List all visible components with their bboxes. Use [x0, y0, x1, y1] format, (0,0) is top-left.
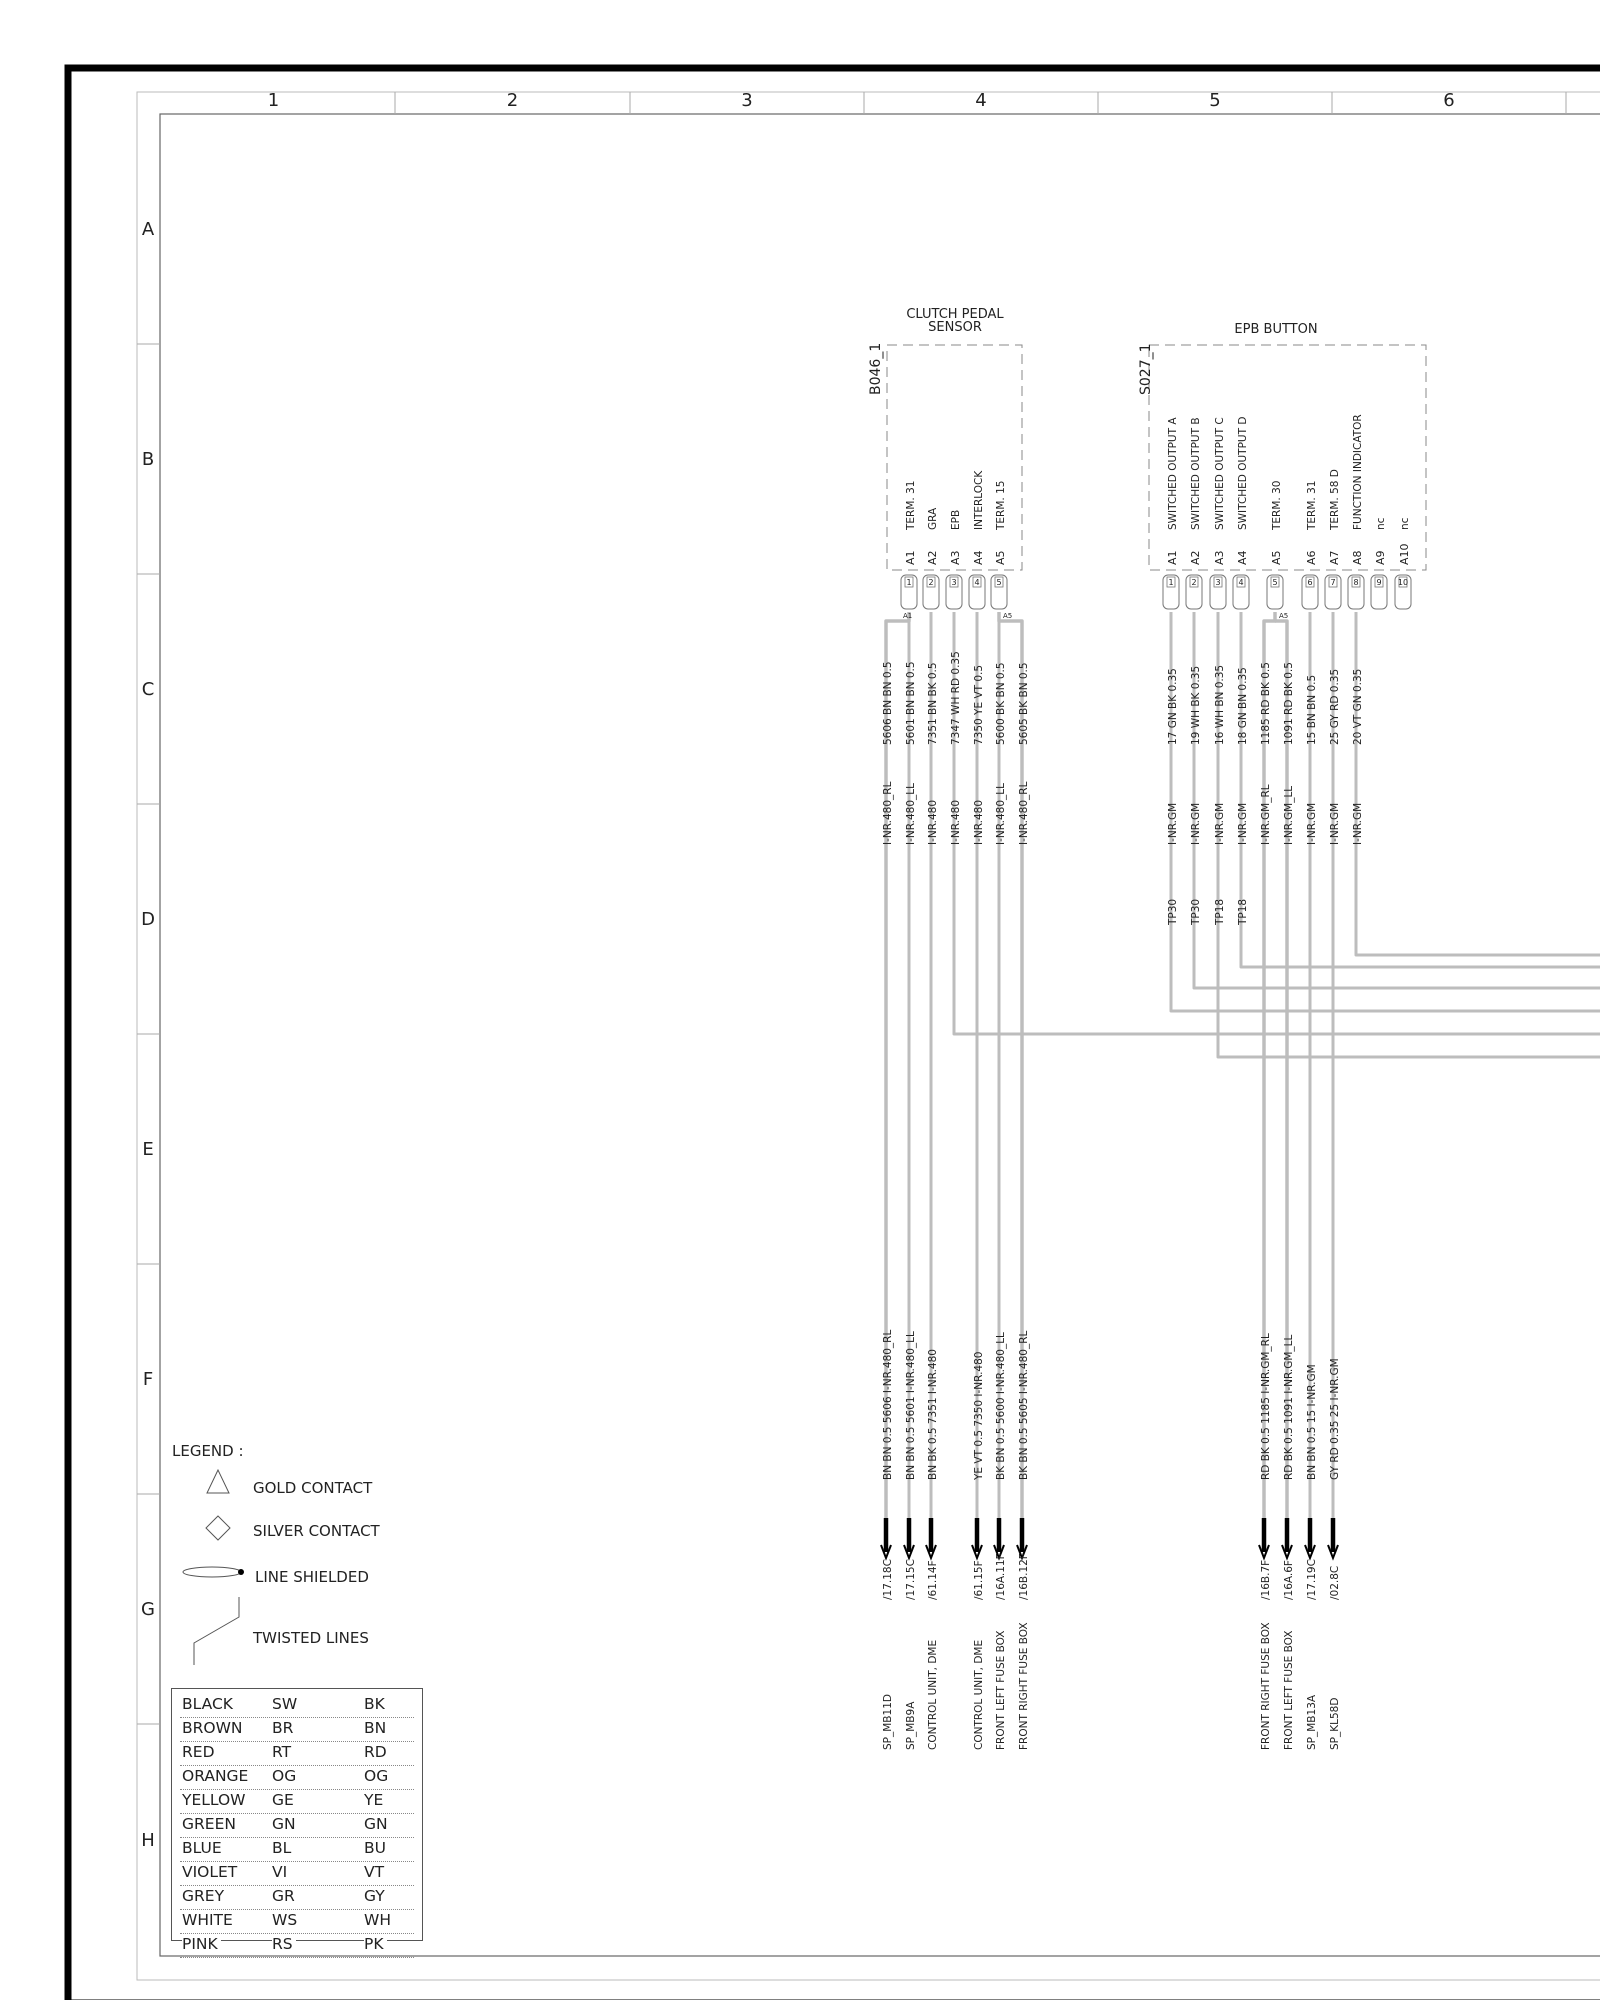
- row-label: E: [142, 1139, 154, 1160]
- clutch-pin-label: TERM. 15: [995, 480, 1007, 530]
- clutch-destination: CONTROL UNIT, DME: [973, 1639, 985, 1750]
- clutch-pin-label: EPB: [950, 509, 962, 530]
- epb-wire-spec: 19 WH BK 0.35: [1190, 665, 1202, 745]
- clutch-wire-spec: 7347 WH RD 0.35: [950, 651, 962, 745]
- clutch-bottom-spec: BN BN 0.5 5606 I-NR.480_RL: [882, 1329, 894, 1480]
- epb-test-point: TP30: [1167, 898, 1179, 925]
- color-code-cell: YE: [364, 1790, 386, 1811]
- clutch-pin-number: 2: [928, 578, 934, 587]
- splice-label: A1: [903, 612, 913, 620]
- splice-label: A5: [1279, 612, 1289, 620]
- epb-pin-id: A10: [1398, 543, 1411, 565]
- clutch-bottom-spec: BK BN 0.5 5600 I-NR.480_LL: [995, 1332, 1007, 1480]
- color-code-cell: GY: [364, 1886, 388, 1907]
- clutch-pin-number: 1: [906, 578, 912, 587]
- wire: [1194, 612, 1600, 988]
- shielded-line-icon: [183, 1567, 241, 1577]
- epb-pin-id: A9: [1374, 550, 1387, 565]
- clutch-pin-id: A4: [972, 550, 985, 565]
- clutch-bottom-spec: BN BN 0.5 5601 I-NR.480_LL: [905, 1331, 917, 1480]
- epb-pin-id: A2: [1189, 550, 1202, 565]
- legend-shielded: LINE SHIELDED: [255, 1568, 369, 1586]
- epb-wire-spec: 1091 RD BK 0.5: [1283, 662, 1295, 745]
- column-grid: [268, 90, 1566, 114]
- epb-destination: FRONT RIGHT FUSE BOX: [1260, 1622, 1272, 1750]
- epb-pin-label: SWITCHED OUTPUT C: [1214, 417, 1226, 530]
- color-code-cell: BLACK: [182, 1694, 236, 1715]
- color-code-cell: WH: [364, 1910, 394, 1931]
- color-code-cell: WS: [272, 1910, 300, 1931]
- epb-button: [1138, 322, 1426, 609]
- clutch-wire-harness: I-NR.480_LL: [995, 783, 1007, 845]
- clutch-wire-spec: 5605 BK BN 0.5: [1018, 662, 1030, 745]
- epb-pin-label: nc: [1375, 517, 1387, 530]
- clutch-cross-reference: /16A.11F: [995, 1553, 1007, 1600]
- color-code-table: [171, 1688, 423, 1953]
- column-label: 2: [506, 90, 519, 111]
- legend-gold: GOLD CONTACT: [253, 1479, 373, 1497]
- wire: [1356, 612, 1600, 955]
- epb-wire-harness: I-NR.GM: [1329, 802, 1341, 845]
- color-code-cell: OG: [272, 1766, 299, 1787]
- epb-pin-id: A5: [1270, 550, 1283, 565]
- epb-cross-reference: /16A.6F: [1283, 1560, 1295, 1600]
- epb-title: EPB BUTTON: [1234, 322, 1318, 337]
- color-code-cell: RT: [272, 1742, 294, 1763]
- color-code-cell: GREEN: [182, 1814, 239, 1835]
- legend: [172, 1442, 381, 1665]
- row-label: A: [141, 219, 155, 240]
- color-code-cell: VIOLET: [182, 1862, 240, 1883]
- clutch-wire-harness: I-NR.480_RL: [882, 781, 894, 845]
- epb-wire-harness: I-NR.GM_LL: [1283, 785, 1295, 845]
- column-label: 6: [1443, 90, 1455, 111]
- epb-pin-id: A1: [1166, 550, 1179, 565]
- epb-cross-reference: /17.19C: [1306, 1559, 1318, 1600]
- color-code-row: [180, 1742, 414, 1766]
- clutch-wire-spec: 5601 BN BN 0.5: [905, 661, 917, 745]
- color-code-cell: ORANGE: [182, 1766, 251, 1787]
- row-label: F: [142, 1369, 154, 1390]
- epb-pin-number: 5: [1272, 578, 1278, 587]
- color-code-row: [180, 1814, 414, 1838]
- wire: [1171, 612, 1600, 1011]
- color-code-cell: RS: [272, 1934, 296, 1955]
- epb-pin-id: A4: [1236, 550, 1249, 565]
- row-grid: [137, 219, 160, 1851]
- column-label: 1: [267, 90, 280, 111]
- clutch-wire-harness: I-NR.480: [973, 799, 985, 845]
- twisted-lines-icon: [194, 1597, 239, 1665]
- row-label: G: [141, 1599, 155, 1620]
- clutch-wire-harness: I-NR.480_LL: [905, 783, 917, 845]
- epb-component-id: S027_1: [1138, 343, 1154, 395]
- epb-pin-label: TERM. 30: [1271, 480, 1283, 530]
- color-code-row: [180, 1838, 414, 1862]
- color-code-row: [180, 1934, 414, 1958]
- clutch-destination: FRONT RIGHT FUSE BOX: [1018, 1622, 1030, 1750]
- epb-pin-label: TERM. 58 D: [1329, 469, 1341, 530]
- epb-bottom-spec: BN BN 0.5 15 I-NR.GM: [1306, 1364, 1318, 1480]
- epb-pin-label: SWITCHED OUTPUT B: [1190, 417, 1202, 530]
- color-code-cell: YELLOW: [182, 1790, 249, 1811]
- epb-bottom-spec: RD BK 0.5 1185 I-NR.GM_RL: [1260, 1333, 1272, 1480]
- clutch-pin-label: INTERLOCK: [973, 470, 985, 530]
- epb-pin-label: FUNCTION INDICATOR: [1352, 414, 1364, 530]
- epb-wire-spec: 20 VT GN 0.35: [1352, 668, 1364, 745]
- legend-silver: SILVER CONTACT: [253, 1522, 380, 1540]
- epb-destination: SP_MB13A: [1306, 1694, 1318, 1750]
- clutch-destination: SP_MB11D: [882, 1694, 894, 1750]
- epb-pin-number: 10: [1397, 578, 1409, 587]
- epb-pin-number: 7: [1330, 578, 1336, 587]
- legend-twisted: TWISTED LINES: [253, 1629, 369, 1647]
- clutch-pedal-sensor: [868, 307, 1022, 609]
- epb-wire-spec: 17 GN BK 0.35: [1167, 668, 1179, 745]
- color-code-cell: GE: [272, 1790, 297, 1811]
- clutch-bottom-spec: YE VT 0.5 7350 I-NR.480: [973, 1351, 985, 1480]
- epb-bottom-spec: RD BK 0.5 1091 I-NR.GM_LL: [1283, 1334, 1295, 1480]
- epb-wire-harness: I-NR.GM: [1306, 802, 1318, 845]
- epb-pin-id: A6: [1305, 550, 1318, 565]
- epb-pin-id: A3: [1213, 550, 1226, 565]
- color-code-cell: VI: [272, 1862, 290, 1883]
- epb-pin-label: SWITCHED OUTPUT D: [1237, 416, 1249, 530]
- row-label: D: [141, 909, 155, 930]
- color-code-row: [180, 1766, 414, 1790]
- epb-pin-number: 8: [1353, 578, 1359, 587]
- clutch-component-id: B046_1: [868, 342, 884, 395]
- epb-pin-label: nc: [1399, 517, 1411, 530]
- epb-wire-harness: I-NR.GM: [1352, 802, 1364, 845]
- color-code-cell: WHITE: [182, 1910, 236, 1931]
- wire: [1218, 612, 1600, 1057]
- clutch-pin-id: A2: [926, 550, 939, 565]
- color-code-cell: BR: [272, 1718, 296, 1739]
- color-code-cell: BU: [364, 1838, 389, 1859]
- color-code-cell: OG: [364, 1766, 391, 1787]
- column-label: 3: [741, 90, 753, 111]
- epb-wire-harness: I-NR.GM: [1214, 802, 1226, 845]
- epb-pin-number: 9: [1376, 578, 1382, 587]
- clutch-wire-harness: I-NR.480: [950, 799, 962, 845]
- clutch-cross-reference: /61.15F: [973, 1560, 985, 1600]
- color-code-cell: GREY: [182, 1886, 227, 1907]
- clutch-wire-spec: 7350 YE VT 0.5: [973, 664, 985, 745]
- clutch-pin-label: TERM. 31: [905, 480, 917, 530]
- color-code-cell: BLUE: [182, 1838, 225, 1859]
- clutch-destination: CONTROL UNIT, DME: [927, 1639, 939, 1750]
- epb-destination: SP_KL58D: [1329, 1697, 1341, 1750]
- epb-cross-reference: /02.8C: [1329, 1565, 1341, 1600]
- epb-pin-number: 6: [1307, 578, 1313, 587]
- clutch-cross-reference: /17.18C: [882, 1559, 894, 1600]
- row-label: B: [141, 449, 155, 470]
- clutch-wire-spec: 7351 BN BK 0.5: [927, 662, 939, 745]
- epb-wire-harness: I-NR.GM: [1190, 802, 1202, 845]
- clutch-pin-id: A5: [994, 550, 1007, 565]
- epb-wire-spec: 16 WH BN 0.35: [1214, 664, 1226, 745]
- clutch-destination: FRONT LEFT FUSE BOX: [995, 1630, 1007, 1750]
- color-code-cell: PINK: [182, 1934, 221, 1955]
- color-code-cell: RED: [182, 1742, 218, 1763]
- epb-test-point: TP18: [1214, 898, 1226, 925]
- silver-contact-icon: [206, 1516, 230, 1540]
- color-code-cell: BROWN: [182, 1718, 246, 1739]
- clutch-cross-reference: /61.14F: [927, 1560, 939, 1600]
- splice-label: A5: [1003, 612, 1013, 620]
- clutch-pin-number: 3: [951, 578, 957, 587]
- clutch-wire-spec: 5606 BN BN 0.5: [882, 661, 894, 745]
- color-code-cell: VT: [364, 1862, 387, 1883]
- column-label: 4: [975, 90, 987, 111]
- epb-signal-wire: [954, 612, 1600, 1034]
- color-code-cell: RD: [364, 1742, 390, 1763]
- color-code-cell: BL: [272, 1838, 294, 1859]
- clutch-pin-number: 4: [974, 578, 980, 587]
- epb-wire-harness: I-NR.GM_RL: [1260, 784, 1272, 845]
- clutch-bottom-spec: BK BN 0.5 5605 I-NR.480_RL: [1018, 1330, 1030, 1480]
- epb-pin-label: SWITCHED OUTPUT A: [1167, 417, 1179, 530]
- epb-pin-number: 4: [1238, 578, 1244, 587]
- color-code-cell: GN: [272, 1814, 299, 1835]
- clutch-wire-harness: I-NR.480_RL: [1018, 781, 1030, 845]
- color-code-cell: GR: [272, 1886, 298, 1907]
- clutch-component-box: [887, 345, 1022, 570]
- epb-bottom-spec: GY RD 0.35 25 I-NR.GM: [1329, 1358, 1341, 1480]
- color-code-cell: PK: [364, 1934, 387, 1955]
- epb-wire-harness: I-NR.GM: [1237, 802, 1249, 845]
- color-code-cell: BK: [364, 1694, 388, 1715]
- clutch-cross-reference: /16B.12F: [1018, 1553, 1030, 1600]
- epb-wire-spec: 25 GY RD 0.35: [1329, 668, 1341, 745]
- color-code-row: [180, 1694, 414, 1718]
- color-code-cell: BN: [364, 1718, 389, 1739]
- epb-wire-spec: 18 GN BN 0.35: [1237, 667, 1249, 745]
- clutch-wire-spec: 5600 BK BN 0.5: [995, 662, 1007, 745]
- epb-pin-label: TERM. 31: [1306, 480, 1318, 530]
- epb-wire-harness: I-NR.GM: [1167, 802, 1179, 845]
- color-code-row: [180, 1790, 414, 1814]
- clutch-pin-id: A3: [949, 550, 962, 565]
- row-label: C: [141, 679, 155, 700]
- epb-test-point: TP18: [1237, 898, 1249, 925]
- clutch-bottom-spec: BN BK 0.5 7351 I-NR.480: [927, 1349, 939, 1480]
- column-label: 5: [1209, 90, 1221, 111]
- epb-cross-reference: /16B.7F: [1260, 1559, 1272, 1600]
- epb-pin-id: A7: [1328, 550, 1341, 565]
- epb-pin-number: 1: [1168, 578, 1174, 587]
- wire-bundle: [881, 612, 1600, 1750]
- epb-wire-spec: 1185 RD BK 0.5: [1260, 662, 1272, 745]
- clutch-cross-reference: /17.15C: [905, 1559, 917, 1600]
- clutch-title-line2: SENSOR: [928, 320, 982, 335]
- color-code-cell: GN: [364, 1814, 391, 1835]
- row-label: H: [141, 1830, 155, 1851]
- epb-pin-number: 3: [1215, 578, 1221, 587]
- clutch-pin-id: A1: [904, 550, 917, 565]
- shield-dot-icon: [238, 1569, 244, 1575]
- clutch-pin-label: GRA: [927, 507, 939, 530]
- clutch-pin-number: 5: [996, 578, 1002, 587]
- clutch-title-line1: CLUTCH PEDAL: [906, 307, 1004, 322]
- epb-pin-id: A8: [1351, 550, 1364, 565]
- clutch-destination: SP_MB9A: [905, 1701, 917, 1750]
- legend-title: LEGEND :: [172, 1442, 244, 1460]
- color-code-row: [180, 1862, 414, 1886]
- epb-test-point: TP30: [1190, 898, 1202, 925]
- epb-destination: FRONT LEFT FUSE BOX: [1283, 1630, 1295, 1750]
- epb-pin-number: 2: [1191, 578, 1197, 587]
- color-code-row: [180, 1718, 414, 1742]
- color-code-row: [180, 1886, 414, 1910]
- color-code-cell: SW: [272, 1694, 300, 1715]
- gold-contact-icon: [207, 1470, 229, 1493]
- clutch-wire-harness: I-NR.480: [927, 799, 939, 845]
- color-code-row: [180, 1910, 414, 1934]
- epb-wire-spec: 15 BN BN 0.5: [1306, 674, 1318, 745]
